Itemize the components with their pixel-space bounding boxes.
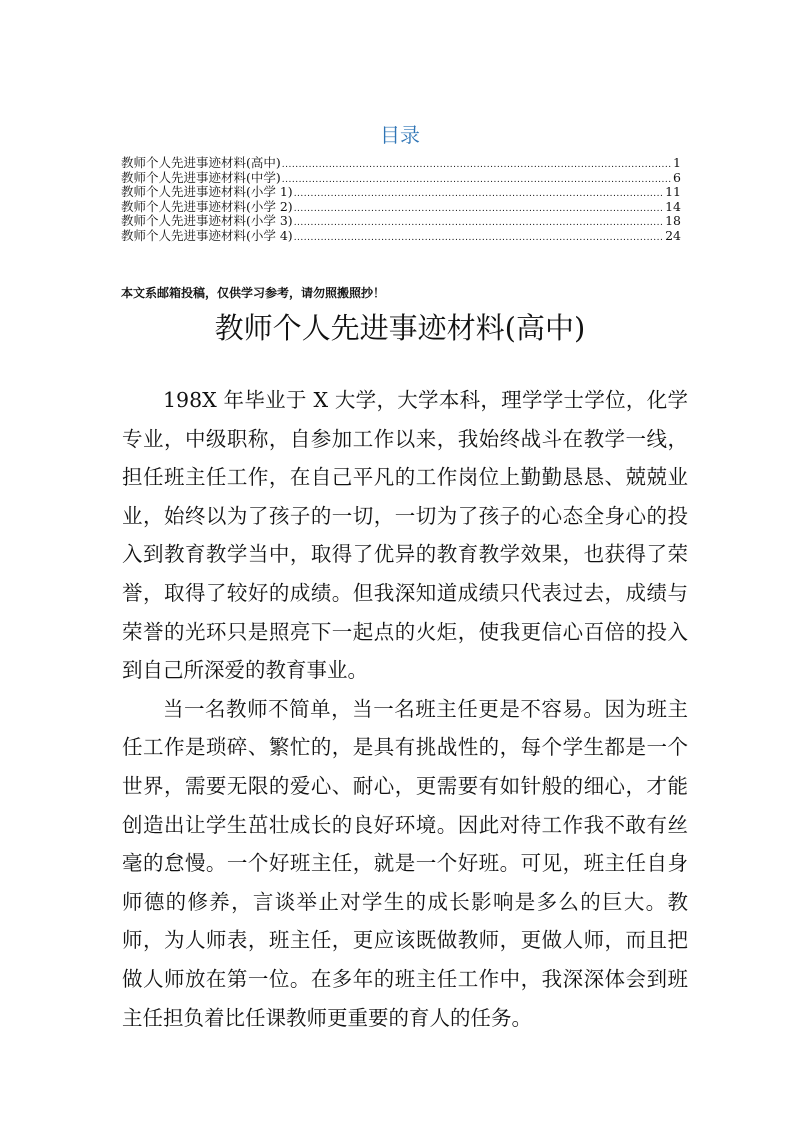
toc-entry-page: 24 bbox=[665, 227, 681, 243]
toc-entry[interactable] bbox=[121, 185, 681, 200]
body-paragraph: 当一名教师不简单，当一名班主任更是不容易。因为班主任工作是琐碎、繁忙的，是具有挑战性的，每个学生都是一个世界，需要无限的爱心、耐心，更需要有如针般的细心，才能创造出让学生茁壮成长的良好环境。因此对待工作我不敢有丝毫的怠慢。一个好班主任，就是一个好班。可见，班主任自身师德的修养，言谈举止对学生的成长影响是多么的巨大。教师，为人师表，班主任，更应该既做教师，更做人师，而且把做人师放在第一位。在多年的班主任工作中，我深深体会到班主任担负着比任课教师更重要的育人的任务。 bbox=[122, 696, 688, 1030]
toc-entry[interactable] bbox=[121, 200, 681, 215]
toc-entry-label: 教师个人先进事迹材料(小学 4) bbox=[121, 227, 293, 243]
toc-entry-page: 11 bbox=[665, 184, 681, 200]
toc-entry-page: 18 bbox=[665, 213, 681, 229]
toc-leader-dots bbox=[294, 231, 664, 246]
toc-entry-label: 教师个人先进事迹材料(高中) bbox=[121, 155, 281, 170]
toc-entry-page: 14 bbox=[665, 198, 681, 214]
toc-entry-label: 教师个人先进事迹材料(小学 3) bbox=[121, 213, 293, 229]
toc-leader-dots bbox=[294, 202, 664, 217]
document-title: 教师个人先进事迹材料(高中) bbox=[214, 311, 586, 345]
body-paragraph: 198X 年毕业于 X 大学，大学本科，理学学士学位，化学专业，中级职称，自参加工作以来，我始终战斗在教学一线，担任班主任工作，在自己平凡的工作岗位上勤勤恳恳、兢兢业业，始终以为了孩子的一切，一切为了孩子的心态全身心的投入到教育教学当中，取得了优异的教育教学效果，也获得了荣誉，取得了较好的成绩。但我深知道成绩只代表过去，成绩与荣誉的光环只是照亮下一起点的火炬，使我更信心百倍的投入到自己所深爱的教育事业。 bbox=[122, 388, 688, 683]
toc-leader-dots bbox=[282, 173, 672, 188]
toc-leader-dots bbox=[294, 187, 664, 202]
toc-entry-page: 1 bbox=[673, 155, 681, 170]
toc-entry[interactable] bbox=[121, 214, 681, 229]
toc-entry-page: 6 bbox=[673, 169, 681, 185]
toc-entry-label: 教师个人先进事迹材料(小学 2) bbox=[121, 198, 293, 214]
table-of-contents bbox=[121, 156, 681, 244]
toc-entry-label: 教师个人先进事迹材料(小学 1) bbox=[121, 184, 293, 200]
toc-entry[interactable] bbox=[121, 156, 681, 171]
toc-title: 目录 bbox=[380, 123, 420, 147]
document-body bbox=[122, 381, 688, 1037]
toc-entry-label: 教师个人先进事迹材料(中学) bbox=[121, 169, 281, 185]
submission-notice: 本文系邮箱投稿，仅供学习参考，请勿照搬照抄！ bbox=[121, 286, 386, 300]
toc-leader-dots bbox=[282, 158, 672, 173]
toc-entry[interactable] bbox=[121, 229, 681, 244]
toc-entry[interactable] bbox=[121, 171, 681, 186]
toc-leader-dots bbox=[294, 216, 664, 231]
